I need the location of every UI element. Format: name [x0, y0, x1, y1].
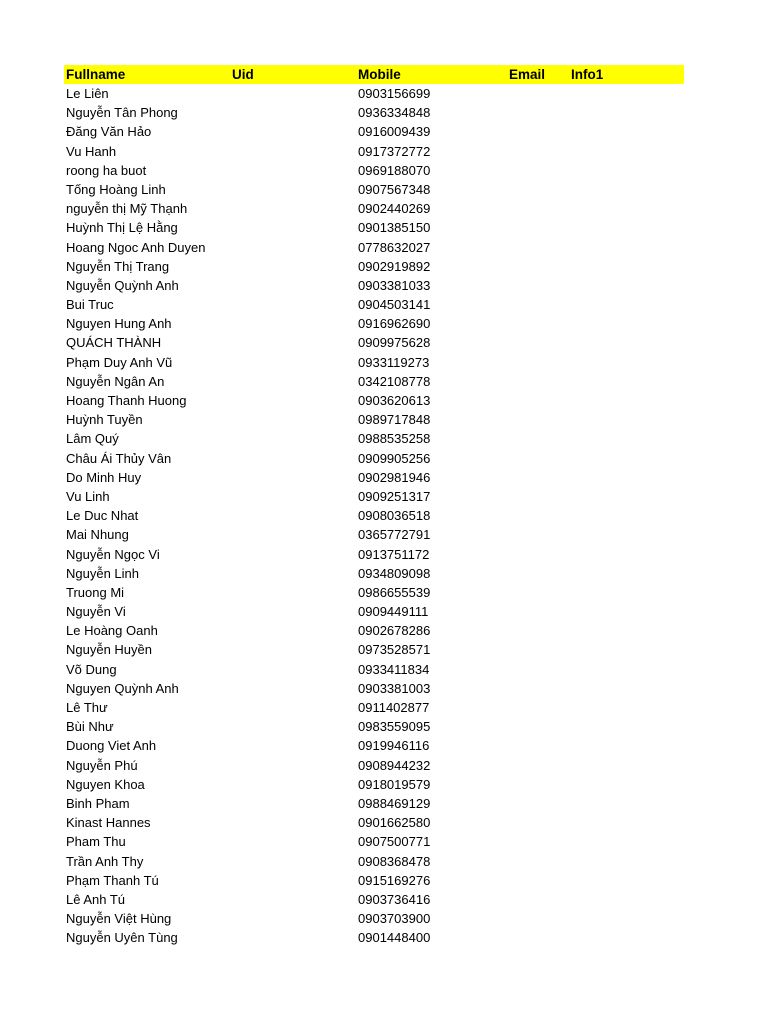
fullname-cell: QUÁCH THÀNH — [66, 335, 162, 351]
fullname-cell: Châu Ái Thủy Vân — [66, 450, 172, 466]
table-row — [64, 717, 684, 736]
fullname-cell: Do Minh Huy — [66, 469, 142, 485]
mobile-cell: 0903620613 — [358, 393, 431, 408]
fullname-cell: Nguyễn Huyền — [66, 642, 152, 658]
table-row — [64, 410, 684, 429]
table-row — [64, 276, 684, 295]
table-row — [64, 832, 684, 851]
mobile-cell: 0911402877 — [358, 700, 430, 715]
mobile-cell: 0902919892 — [358, 258, 431, 274]
table-row — [64, 257, 684, 276]
fullname-cell: roong ha buot — [66, 162, 147, 178]
mobile-cell: 0916962690 — [358, 316, 431, 332]
fullname-cell: Vu Hanh — [66, 143, 117, 159]
fullname-cell: Phạm Thanh Tú — [66, 872, 159, 888]
mobile-cell: 0903381003 — [358, 680, 431, 696]
table-row — [64, 180, 684, 199]
table-row — [64, 583, 684, 602]
mobile-cell: 0909975628 — [358, 335, 431, 351]
table-row — [64, 890, 684, 909]
table-row — [64, 621, 684, 640]
mobile-cell: 0778632027 — [358, 239, 431, 255]
mobile-cell: 0342108778 — [358, 373, 431, 389]
fullname-cell: Truong Mi — [66, 584, 125, 600]
fullname-cell: Nguyễn Phú — [66, 757, 138, 773]
mobile-cell: 0915169276 — [358, 872, 431, 888]
table-row — [64, 314, 684, 333]
fullname-cell: Nguyễn Việt Hùng — [66, 911, 172, 927]
mobile-cell: 0988535258 — [358, 431, 431, 447]
table-row — [64, 602, 684, 621]
fullname-cell: Tống Hoàng Linh — [66, 181, 166, 197]
table-row — [64, 161, 684, 180]
mobile-cell: 0913751172 — [358, 546, 430, 562]
fullname-cell: Le Hoàng Oanh — [66, 623, 158, 639]
table-row — [64, 928, 684, 947]
mobile-cell: 0907567348 — [358, 181, 431, 197]
mobile-cell: 0902678286 — [358, 623, 431, 639]
header-email: Email — [509, 67, 546, 82]
table-row — [64, 429, 684, 448]
mobile-cell: 0902981946 — [358, 469, 431, 485]
mobile-cell: 0903736416 — [358, 891, 431, 907]
mobile-cell: 0933119273 — [358, 354, 430, 370]
mobile-cell: 0909449111 — [358, 604, 429, 620]
mobile-cell: 0909251317 — [358, 488, 431, 504]
fullname-cell: Nguyễn Uyên Tùng — [66, 930, 178, 946]
contact-sheet — [64, 65, 684, 947]
mobile-cell: 0917372772 — [358, 143, 431, 159]
fullname-cell: Phạm Duy Anh Vũ — [66, 354, 173, 370]
table-row — [64, 238, 684, 257]
mobile-cell: 0983559095 — [358, 719, 431, 735]
fullname-cell: Huỳnh Tuyền — [66, 412, 143, 428]
fullname-cell: Bui Truc — [66, 297, 114, 313]
table-row — [64, 813, 684, 832]
mobile-cell: 0934809098 — [358, 565, 431, 581]
fullname-cell: Nguyễn Tân Phong — [66, 105, 178, 121]
mobile-cell: 0365772791 — [358, 527, 431, 543]
mobile-cell: 0909905256 — [358, 450, 431, 466]
mobile-cell: 0916009439 — [358, 124, 431, 140]
table-row — [64, 736, 684, 755]
table-row — [64, 199, 684, 218]
table-row — [64, 852, 684, 871]
table-row — [64, 545, 684, 564]
fullname-cell: Nguyễn Quỳnh Anh — [66, 277, 179, 293]
fullname-cell: Lâm Quý — [66, 431, 119, 447]
table-row — [64, 103, 684, 122]
mobile-cell: 0969188070 — [358, 162, 431, 178]
fullname-cell: Mai Nhung — [66, 527, 129, 543]
fullname-cell: Nguyễn Linh — [66, 565, 139, 581]
fullname-cell: Trần Anh Thy — [66, 853, 144, 869]
table-row — [64, 353, 684, 372]
mobile-cell: 0919946116 — [358, 738, 430, 754]
fullname-cell: Nguyen Hung Anh — [66, 316, 172, 332]
table-row — [64, 564, 684, 583]
mobile-cell: 0918019579 — [358, 776, 431, 792]
fullname-cell: Nguyen Khoa — [66, 776, 145, 792]
table-row — [64, 122, 684, 141]
fullname-cell: Nguyễn Thị Trang — [66, 258, 170, 274]
mobile-cell: 0989717848 — [358, 412, 431, 428]
table-row — [64, 679, 684, 698]
fullname-cell: Nguyen Quỳnh Anh — [66, 680, 179, 696]
fullname-cell: Pham Thu — [66, 834, 126, 850]
fullname-cell: Nguyễn Vi — [66, 604, 126, 620]
table-row — [64, 372, 684, 391]
fullname-cell: nguyễn thị Mỹ Thạnh — [66, 201, 188, 217]
mobile-cell: 0988469129 — [358, 795, 431, 811]
mobile-cell: 0903703900 — [358, 911, 431, 927]
table-row — [64, 871, 684, 890]
fullname-cell: Võ Dung — [66, 661, 117, 677]
mobile-cell: 0902440269 — [358, 201, 431, 217]
table-row — [64, 218, 684, 237]
fullname-cell: Lê Thư — [66, 700, 108, 715]
header-row — [64, 65, 684, 84]
mobile-cell: 0903381033 — [358, 277, 431, 293]
table-row — [64, 449, 684, 468]
data-rows — [64, 84, 684, 947]
table-row — [64, 506, 684, 525]
fullname-cell: Hoang Thanh Huong — [66, 393, 187, 408]
mobile-cell: 0908944232 — [358, 757, 431, 773]
fullname-cell: Le Liên — [66, 86, 109, 101]
table-row — [64, 84, 684, 103]
fullname-cell: Vu Linh — [66, 488, 110, 504]
mobile-cell: 0907500771 — [358, 834, 431, 850]
table-row — [64, 525, 684, 544]
table-row — [64, 333, 684, 352]
fullname-cell: Nguyễn Ngân An — [66, 373, 165, 389]
fullname-cell: Huỳnh Thị Lệ Hằng — [66, 220, 178, 236]
fullname-cell: Kinast Hannes — [66, 815, 151, 831]
fullname-cell: Bùi Như — [66, 719, 114, 735]
mobile-cell: 0901385150 — [358, 220, 431, 236]
mobile-cell: 0933411834 — [358, 661, 430, 677]
fullname-cell: Lê Anh Tú — [66, 891, 126, 907]
table-row — [64, 698, 684, 717]
table-row — [64, 794, 684, 813]
fullname-cell: Đăng Văn Hảo — [66, 124, 152, 140]
mobile-cell: 0904503141 — [358, 297, 431, 313]
header-info1: Info1 — [571, 67, 604, 82]
table-row — [64, 295, 684, 314]
fullname-cell: Binh Pham — [66, 795, 130, 811]
table-row — [64, 660, 684, 679]
table-row — [64, 142, 684, 161]
table-row — [64, 640, 684, 659]
header-fullname: Fullname — [66, 67, 126, 82]
header-uid: Uid — [232, 67, 254, 82]
mobile-cell: 0936334848 — [358, 105, 431, 121]
mobile-cell: 0908368478 — [358, 853, 431, 869]
table-row — [64, 909, 684, 928]
fullname-cell: Hoang Ngoc Anh Duyen — [66, 239, 206, 255]
table-row — [64, 487, 684, 506]
mobile-cell: 0908036518 — [358, 508, 431, 524]
table-row — [64, 391, 684, 410]
mobile-cell: 0986655539 — [358, 584, 431, 600]
table-row — [64, 468, 684, 487]
header-mobile: Mobile — [358, 67, 401, 82]
fullname-cell: Le Duc Nhat — [66, 508, 139, 524]
mobile-cell: 0901662580 — [358, 815, 431, 831]
mobile-cell: 0973528571 — [358, 642, 431, 658]
mobile-cell: 0901448400 — [358, 930, 431, 946]
mobile-cell: 0903156699 — [358, 86, 431, 101]
fullname-cell: Duong Viet Anh — [66, 738, 157, 754]
table-row — [64, 775, 684, 794]
fullname-cell: Nguyễn Ngọc Vi — [66, 546, 160, 562]
table-row — [64, 756, 684, 775]
